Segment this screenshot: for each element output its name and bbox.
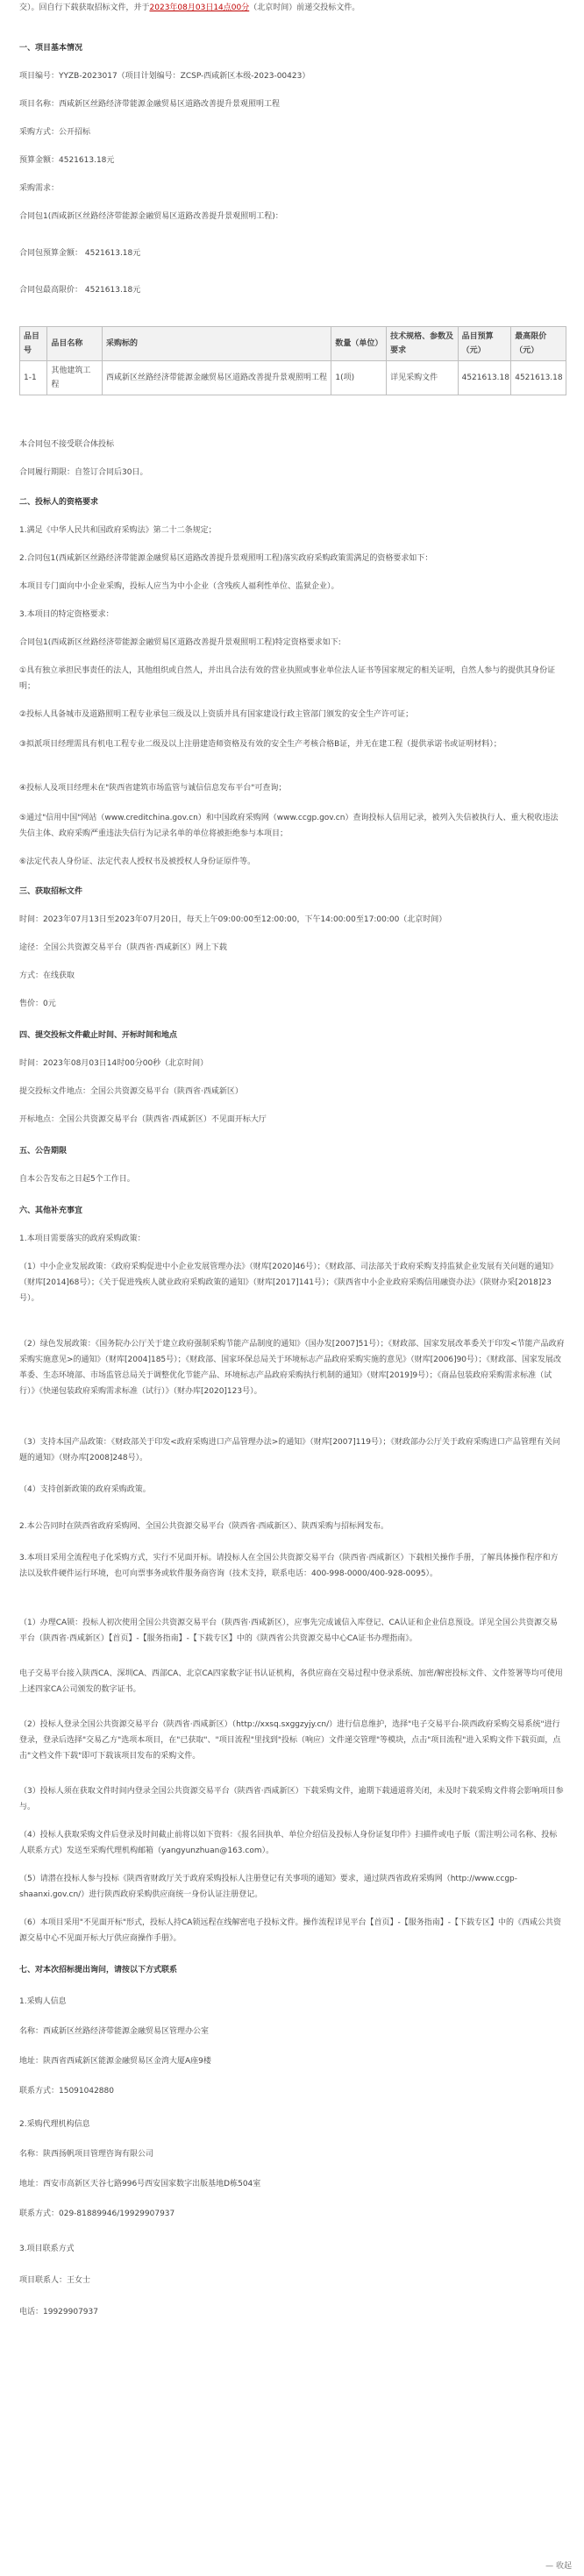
requirement-5: ⑤通过"信用中国"网站（www.creditchina.gov.cn）和中国政府采购网（www.ccgp.gov.cn）查询投标人信用记录，被列入失信被执行人、重大税收违法失信主体、政府采购严重违法失信行为记录名单的单位将被拒绝参与本项目； (19, 814, 559, 838)
purchaser-phone: 联系方式：15091042880 (19, 2087, 114, 2096)
section-title-obtain: 三、获取招标文件 (19, 887, 83, 896)
table-row (20, 361, 566, 395)
project-contact-heading: 3.项目联系方式 (19, 2245, 75, 2253)
table-cell: 4521613.18 (458, 361, 511, 395)
project-contact-phone: 电话：19929907937 (19, 2308, 98, 2316)
requirements-table (19, 326, 566, 395)
budget-amount: 预算金额：4521613.18元 (19, 156, 115, 165)
table-cell: 4521613.18 (511, 361, 566, 395)
table-cell: 详见采购文件 (387, 361, 459, 395)
table-cell: 其他建筑工程 (47, 361, 103, 395)
policy-intro: 1.本项目需要落实的政府采购政策： (19, 1235, 146, 1243)
registration-note: （5）请潜在投标人参与投标《陕西省财政厅关于政府采购投标人注册登记有关事项的通知》要求，通过陕西省政府采购网（http://www.ccgp-shaanxi.gov.cn/）进行陕西政府采购供应商统一身份认证注册登记。 (19, 1875, 517, 1899)
project-number: 项目编号：YYZB-2023017（项目计划编号：ZCSP-西咸新区本级-2023-00423） (19, 72, 310, 81)
project-contact-person: 项目联系人：王女士 (19, 2276, 91, 2285)
purchaser-heading: 1.采购人信息 (19, 1997, 67, 2006)
project-name: 项目名称：西咸新区丝路经济带能源金融贸易区道路改善提升景观照明工程 (19, 100, 281, 109)
publish-note: 2.本公告同时在陕西省政府采购网、全国公共资源交易平台（陕西省·西咸新区）、陕西采购与招标网发布。 (19, 1522, 388, 1531)
open-place: 开标地点：全国公共资源交易平台（陕西省·西咸新区）不见面开标大厅 (19, 1115, 267, 1124)
table-header-cell: 品目号 (20, 327, 47, 361)
obtain-price: 售价：0元 (19, 1000, 56, 1008)
purchaser-address: 地址：陕西省西咸新区能源金融贸易区金湾大厦A座9楼 (19, 2057, 211, 2066)
agency-phone: 联系方式：029-81889946/19929907937 (19, 2210, 175, 2218)
requirement-4: ④投标人及项目经理未在"陕西省建筑市场监管与诚信信息发布平台"可查询； (19, 784, 287, 793)
agency-name: 名称：陕西扬帆项目管理咨询有限公司 (19, 2150, 154, 2159)
consortium-note: 本合同包不接受联合体投标 (19, 440, 115, 449)
period-text: 自本公告发布之日起5个工作日。 (19, 1175, 135, 1184)
table-header-cell: 品目名称 (47, 327, 103, 361)
table-header-cell: 采购标的 (103, 327, 331, 361)
obtain-time: 时间：2023年07月13日至2023年07月20日，每天上午09:00:00至12:00:00，下午14:00:00至17:00:00（北京时间） (19, 915, 447, 924)
intro-text-end: （北京时间）前递交投标文件。 (249, 4, 360, 12)
section-title-other: 六、其他补充事宜 (19, 1206, 83, 1215)
section-title-period: 五、公告期限 (19, 1147, 68, 1156)
qualification-item-2: 2.合同包1(西咸新区丝路经济带能源金融贸易区道路改善提升景观照明工程)落实政府采购政策需满足的资格要求如下： (19, 554, 433, 563)
table-cell: 1-1 (20, 361, 47, 395)
deadline-highlight: 2023年08月03日14点00分 (149, 4, 250, 12)
package-title: 合同包1(西咸新区丝路经济带能源金融贸易区道路改善提升景观照明工程)： (19, 212, 283, 221)
intro-line (19, 0, 565, 17)
section-title-basic: 一、项目基本情况 (19, 44, 83, 53)
table-header-row (20, 327, 566, 361)
requirement-1: ①具有独立承担民事责任的法人，其他组织或自然人，并出具合法有效的营业执照或事业单位法人证书等国家规定的相关证明，自然人参与的提供其身份证明； (19, 666, 556, 691)
table-header-cell: 品目预算（元） (458, 327, 511, 361)
contract-term: 合同履行期限：自签订合同后30日。 (19, 468, 148, 477)
qualification-item-2-detail: 本项目专门面向中小企业采购，投标人应当为中小企业（含残疾人福利性单位、监狱企业）。 (19, 582, 339, 591)
qualification-item-1: 1.满足《中华人民共和国政府采购法》第二十二条规定； (19, 526, 217, 535)
requirement-6: ⑥法定代表人身份证、法定代表人授权书及被授权人身份证原件等。 (19, 857, 256, 866)
submit-time: 时间：2023年08月03日14时00分00秒（北京时间） (19, 1059, 209, 1068)
agency-heading: 2.采购代理机构信息 (19, 2120, 90, 2129)
download-deadline-note: （3）投标人须在获取文件时间内登录全国公共资源交易平台（陕西省·西咸新区）下载采购文件，逾期下载通道将关闭，未及时下载采购文件将会影响项目参与。 (19, 1787, 564, 1811)
qualification-package: 合同包1(西咸新区丝路经济带能源金融贸易区道路改善提升景观照明工程)特定资格要求如下: (19, 638, 341, 647)
intro-text: 交）。回自行下载获取招标文件，并于 (19, 4, 150, 12)
policy-innovation: （4）支持创新政策的政府采购政策。 (19, 1485, 151, 1494)
qualification-item-3: 3.本项目的特定资格要求： (19, 610, 114, 619)
purchaser-name: 名称：西咸新区丝路经济带能源金融贸易区管理办公室 (19, 2027, 210, 2036)
package-max-price: 合同包最高限价： 4521613.18元 (19, 286, 141, 295)
ca-note: （1）办理CA锁：投标人初次使用全国公共资源交易平台（陕西省·西咸新区），应事先完成诚信入库登记、CA认证和企业信息预设。详见全国公共资源交易平台（陕西省·西咸新区）【首页】-【服务指南】-【下载专区】中的《陕西省公共资源交易中心CA证书办理指南》。 (19, 1619, 558, 1643)
table-header-cell: 数量（单位） (331, 327, 387, 361)
section-title-contact: 七、对本次招标提出询问，请按以下方式联系 (19, 1966, 178, 1975)
procurement-method: 采购方式：公开招标 (19, 128, 91, 137)
section-title-qualification: 二、投标人的资格要求 (19, 498, 99, 507)
table-cell: 1(项) (331, 361, 387, 395)
remote-opening-note: （6）本项目采用"不见面开标"形式，投标人持CA锁远程在线解密电子投标文件。操作流程详见平台【首页】-【服务指南】-【下载专区】中的《西咸公共资源交易中心不见面开标大厅供应商操作手册》。 (19, 1918, 561, 1943)
e-procurement-note: 3.本项目采用全流程电子化采购方式，实行不见面开标。请投标人在全国公共资源交易平台（陕西省·西咸新区）下载相关操作手册，了解具体操作程序和方法以及软件硬件运行环境，也可向票事务或软件服务商咨询（技术支持，联系电话：400-998-0000/400-928-0095）。 (19, 1554, 559, 1578)
package-budget: 合同包预算金额： 4521613.18元 (19, 249, 141, 258)
submit-place: 提交投标文件地点：全国公共资源交易平台（陕西省·西咸新区） (19, 1087, 243, 1096)
policy-green: （2）绿色发展政策：《国务院办公厅关于建立政府强制采购节能产品制度的通知》（国办发[2007]51号）；《财政部、国家发展改革委关于印发<节能产品政府采购实施意见>的通知》（财库[2004]185号）；《财政部、国家环保总局关于环境标志产品政府采购实施的意见》（财库[2006]90号）；《财政部、国家发展改革委、生态环境部、市场监管总局关于调整优化节能产品、环境标志产品政府采购执行机制的通知》（财库[2019]9号）；《商品包装政府采购需求标准（试行）》《快递包装政府采购需求标准（试行）》（财办库[2020]123号）。 (19, 1340, 565, 1396)
download-steps: （2）投标人登录全国公共资源交易平台（陕西省·西咸新区）（http://xxsq.sxggzyjy.cn/）进行信息维护，选择"电子交易平台-陕西政府采购交易系统"进行登录，登录后选择"交易乙方"选项本项目，在"已获取"、"项目流程"里找到"投标（响应）文件递交管理"等模块，点击"项目流程"进入采购文件下载页面，点击"文档文件下载"即可下载该项目发布的采购文件。 (19, 1720, 561, 1761)
requirement-3: ③拟派项目经理需具有机电工程专业二级及以上注册建造师资格及有效的安全生产考核合格B证，并无在建工程（提供承诺书或证明材料）； (19, 740, 502, 749)
section-title-submit: 四、提交投标文件截止时间、开标时间和地点 (19, 1031, 178, 1040)
obtain-method: 方式：在线获取 (19, 971, 75, 980)
obtain-way: 途径：全国公共资源交易平台（陕西省·西咸新区）网上下载 (19, 943, 227, 952)
table-cell: 西咸新区丝路经济带能源金融贸易区道路改善提升景观照明工程 (103, 361, 331, 395)
policy-domestic: （3）支持本国产品政策：《财政部关于印发<政府采购进口产品管理办法>的通知》（财库[2007]119号）；《财政部办公厅关于政府采购进口产品管理有关问题的通知》（财办库[2008]248号）。 (19, 1438, 560, 1462)
table-header-cell: 技术规格、参数及要求 (387, 327, 459, 361)
email-materials-note: （4）投标人获取采购文件后登录及时间截止前将以如下资料：《报名回执单、单位介绍信及投标人身份证复印件》扫描件或电子版（需注明公司名称、投标人联系方式）发送至采购代理机构邮箱（yangyunzhuan@163.com）。 (19, 1831, 558, 1855)
requirement-2: ②投标人具备城市及道路照明工程专业承包三级及以上资质并具有国家建设行政主管部门颁发的安全生产许可证； (19, 710, 414, 719)
collapse-link[interactable]: — 收起 (545, 2562, 572, 2571)
needs-label: 采购需求： (19, 184, 60, 193)
agency-address: 地址：西安市高新区天谷七路996号西安国家数字出版基地D栋504室 (19, 2180, 261, 2188)
policy-sme: （1）中小企业发展政策：《政府采购促进中小企业发展管理办法》（财库[2020]46号）；《财政部、司法部关于政府采购支持监狱企业发展有关问题的通知》（财库[2014]68号）；《关于促进残疾人就业政府采购政策的通知》（财库[2017]141号）；《陕西省中小企业政府采购信用融资办法》（陕财办采[2018]23号）。 (19, 1263, 559, 1303)
table-header-cell: 最高限价（元） (511, 327, 566, 361)
ca-vendors-note: 电子交易平台接入陕西CA、深圳CA、西部CA、北京CA四家数字证书认证机构，各供应商在交易过程中登录系统、加密/解密投标文件、文件签署等均可使用上述四家CA公司颁发的数字证书。 (19, 1669, 563, 1694)
